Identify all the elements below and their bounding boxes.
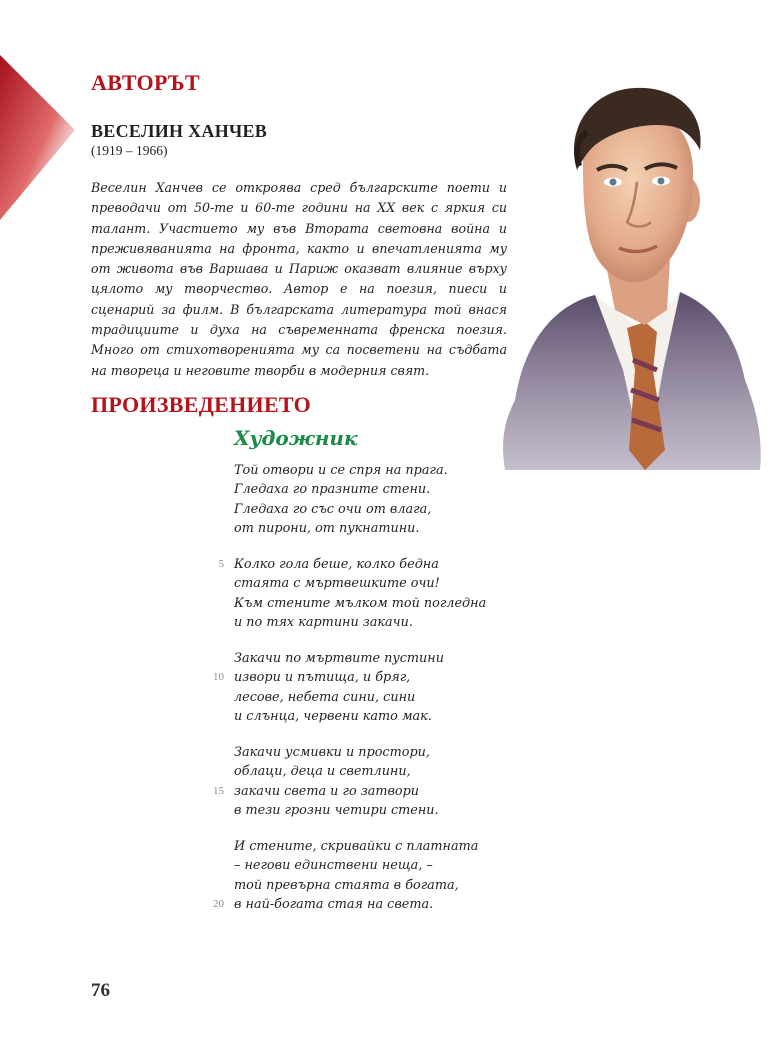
poem-line-text: стаята с мъртвешките очи! xyxy=(234,576,440,592)
author-biography: Веселин Ханчев се откроява сред българските поети и преводачи от 50-те и 60-те години на XX век с яркия си талант. Участието му във Втората световна война и преживяванията на фронта, както и впечатленията му от живота във Варшава и Париж оказват влияние върху цялото му творчество. Автор е на поезия, пиеси и сценарий за филм. В българската литература той внася традициите и духа на съвременната френска поезия. Много от стихотворенията му са посветени на съдбата на твореца и неговите творби в модерния свят. xyxy=(91,180,507,378)
poem-line-text: Гледаха го празните стени. xyxy=(234,482,431,498)
poem-line-text: в тези грозни четири стени. xyxy=(234,803,439,819)
poem-line-text: той превърна стаята в богата, xyxy=(234,877,459,893)
poem-line-text: Колко гола беше, колко бедна xyxy=(234,556,439,572)
author-years: (1919 – 1966) xyxy=(91,143,168,158)
author-portrait-icon xyxy=(495,70,765,470)
poem-line xyxy=(234,876,554,895)
poem-body xyxy=(213,461,554,914)
poem-line xyxy=(213,782,554,801)
poem-line-text: лесове, небета сини, сини xyxy=(234,689,416,705)
line-number: 5 xyxy=(218,557,224,570)
poem-line-text: Към стените мълком той погледна xyxy=(234,595,487,611)
poem-line-text: И стените, скривайки с платната xyxy=(234,838,479,854)
poem-line xyxy=(234,688,554,707)
poem-line xyxy=(234,480,554,499)
poem-title: Художник xyxy=(234,426,358,450)
corner-decoration xyxy=(0,55,75,220)
stanza-gap xyxy=(234,633,554,649)
poem-line xyxy=(213,668,554,687)
stanza-gap xyxy=(234,820,554,836)
poem-line xyxy=(234,574,554,593)
stanza-gap xyxy=(234,726,554,742)
poem-line-text: Той отвори и се спря на прага. xyxy=(234,463,448,478)
poem-line xyxy=(218,555,554,574)
poem-line xyxy=(234,594,554,613)
poem-line-text: и слънца, червени като мак. xyxy=(234,709,432,725)
line-number: 20 xyxy=(213,897,224,910)
poem-line xyxy=(234,649,554,668)
poem-line-text: Гледаха го със очи от влага, xyxy=(234,501,432,517)
author-section-heading: АВТОРЪТ xyxy=(91,70,200,95)
page-number: 76 xyxy=(91,980,110,1001)
poem-line-text: от пирони, от пукнатини. xyxy=(234,521,420,537)
poem-line xyxy=(234,837,554,856)
poem-line xyxy=(234,762,554,781)
poem-line xyxy=(234,743,554,762)
poem-line xyxy=(234,707,554,726)
poem-line-text: облаци, деца и светлини, xyxy=(234,764,411,780)
poem-line-text: Закачи по мъртвите пустини xyxy=(234,650,444,666)
work-section-heading: ПРОИЗВЕДЕНИЕТО xyxy=(91,392,312,417)
poem-line xyxy=(234,500,554,519)
poem-line xyxy=(234,519,554,538)
line-number: 10 xyxy=(213,671,224,684)
poem-line xyxy=(234,801,554,820)
poem-line-text: – негови единствени неща, – xyxy=(234,858,433,874)
poem-line-text: Закачи усмивки и простори, xyxy=(234,744,430,760)
poem-line-text: в най-богата стая на света. xyxy=(234,896,434,912)
poem-line xyxy=(213,895,554,914)
stanza-gap xyxy=(234,539,554,555)
poem-line-text: извори и пътища, и бряг, xyxy=(234,670,411,686)
poem-line xyxy=(234,613,554,632)
line-number: 15 xyxy=(213,784,224,797)
poem-line xyxy=(234,461,554,480)
poem-line-text: и по тях картини закачи. xyxy=(234,615,413,631)
poem-line xyxy=(234,856,554,875)
poem-line-text: закачи света и го затвори xyxy=(234,783,420,799)
author-name: ВЕСЕЛИН ХАНЧЕВ xyxy=(91,121,268,141)
